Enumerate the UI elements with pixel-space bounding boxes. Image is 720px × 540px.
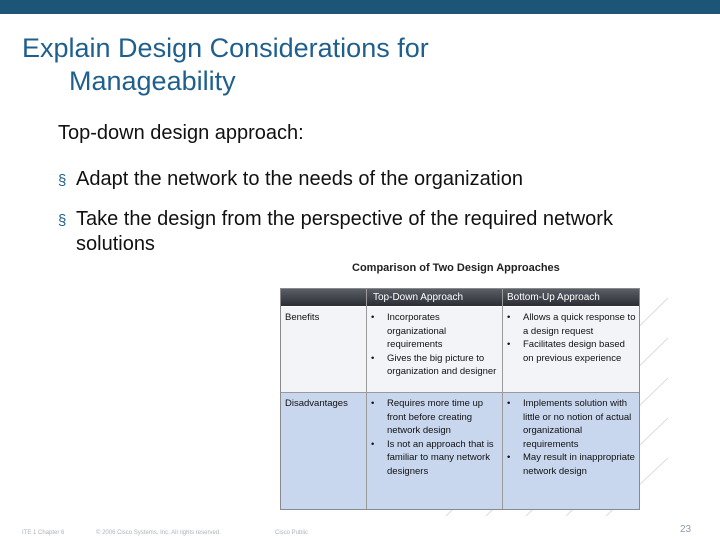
- figure-title: Comparison of Two Design Approaches: [352, 262, 560, 274]
- bullet-dot-icon: •: [507, 339, 511, 350]
- row-label-disadvantages: Disadvantages: [285, 398, 348, 409]
- cell-top-down-benefits: [367, 311, 501, 379]
- cell-bottom-up-disadvantages: [503, 397, 637, 478]
- table-header: [281, 289, 639, 306]
- bullet-item: [58, 207, 656, 257]
- list-item: [367, 352, 501, 379]
- item-text: Allows a quick response to a design request: [523, 312, 636, 337]
- bullet-dot-icon: •: [371, 438, 375, 450]
- row-label-benefits: Benefits: [285, 312, 320, 323]
- list-item: [367, 397, 501, 438]
- bullet-dot-icon: •: [371, 352, 375, 364]
- column-divider: [502, 289, 503, 509]
- cell-top-down-disadvantages: [367, 397, 501, 478]
- bullet-dot-icon: •: [371, 398, 375, 409]
- bullet-dot-icon: •: [507, 398, 511, 409]
- slide-content: [58, 122, 678, 272]
- item-text: May result in inappropriate network design: [523, 452, 635, 477]
- table-row: [281, 307, 639, 392]
- header-bottom-up: Bottom-Up Approach: [507, 292, 600, 303]
- table-row: [281, 393, 639, 509]
- header-top-down: Top-Down Approach: [373, 292, 464, 303]
- bullet-text: Take the design from the perspective of the required network solutions: [76, 208, 613, 255]
- bullet-marker-icon: §: [58, 172, 67, 189]
- footer-copyright: © 2006 Cisco Systems, Inc. All rights reserved.: [96, 530, 221, 536]
- comparison-figure: [276, 258, 668, 516]
- item-text: Facilitates design based on previous experience: [523, 339, 625, 364]
- column-divider: [366, 289, 367, 509]
- item-text: Incorporates organizational requirements: [387, 312, 447, 350]
- list-item: [503, 338, 637, 365]
- list-item: [367, 311, 501, 352]
- intro-text: Top-down design approach:: [58, 122, 304, 144]
- item-text: Gives the big picture to organization and designer: [387, 352, 497, 377]
- list-item: [503, 311, 637, 338]
- bullet-dot-icon: •: [507, 452, 511, 463]
- bullet-text: Adapt the network to the needs of the organization: [76, 168, 523, 190]
- item-text: Is not an approach that is familiar to many network designers: [387, 438, 494, 477]
- item-text: Implements solution with little or no notion of actual organizational requirements: [523, 398, 632, 450]
- footer-chapter: ITE 1 Chapter 6: [22, 530, 65, 536]
- page-number: 23: [680, 524, 692, 535]
- footer-classification: Cisco Public: [275, 530, 309, 536]
- item-text: Requires more time up front before creating network design: [387, 398, 484, 436]
- bullet-dot-icon: •: [371, 312, 375, 323]
- slide-title: [22, 32, 682, 98]
- list-item: [503, 397, 637, 451]
- cell-bottom-up-benefits: [503, 311, 637, 365]
- bullet-dot-icon: •: [507, 312, 511, 323]
- title-line-2: Manageability: [69, 66, 236, 96]
- list-item: [503, 451, 637, 478]
- top-bar: [0, 0, 720, 14]
- comparison-table: [280, 288, 640, 510]
- list-item: [367, 438, 501, 479]
- row-divider: [281, 392, 639, 393]
- bullet-marker-icon: §: [58, 212, 67, 229]
- title-line-1: Explain Design Considerations for: [22, 33, 429, 63]
- bullet-item: [58, 167, 678, 192]
